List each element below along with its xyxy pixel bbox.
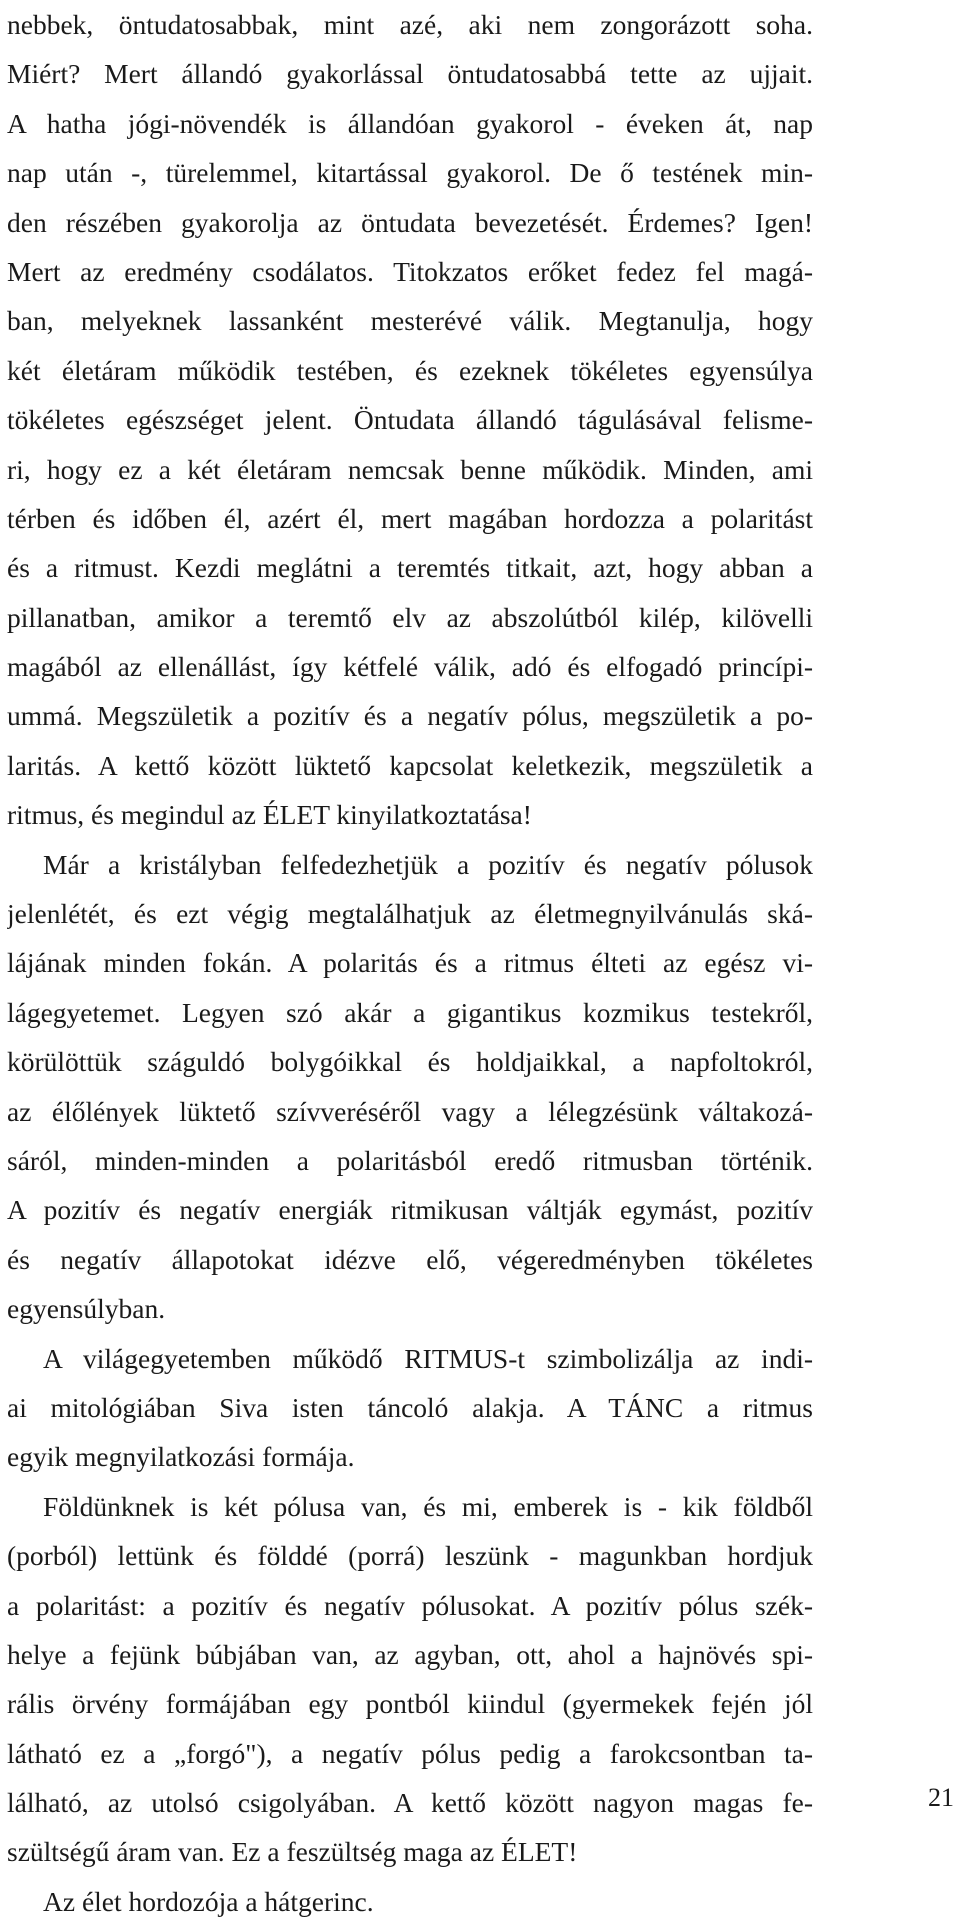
text-line: laritás. A kettő között lüktető kapcsolat keletkezik, megszületik a — [7, 749, 813, 781]
text-line: Mert az eredmény csodálatos. Titokzatos erőket fedez fel magá- — [7, 255, 813, 287]
text-line: Földünknek is két pólusa van, és mi, emberek is - kik földből — [43, 1490, 813, 1522]
text-line: térben és időben él, azért él, mert magában hordozza a polaritást — [7, 502, 813, 534]
text-line: (porból) lettünk és földdé (porrá) leszünk - magunkban hordjuk — [7, 1540, 813, 1572]
text-line: lájának minden fokán. A polaritás és a ritmus élteti az egész vi- — [7, 947, 813, 979]
text-line: ummá. Megszületik a pozitív és a negatív pólus, megszületik a po- — [7, 700, 813, 732]
text-line: szültségű áram van. Ez a feszültség maga az ÉLET! — [7, 1836, 578, 1868]
text-line: Miért? Mert állandó gyakorlással öntudatosabbá tette az ujjait. — [7, 58, 813, 90]
text-line: ri, hogy ez a két életáram nemcsak benne működik. Minden, ami — [7, 453, 813, 485]
text-line: két életáram működik testében, és ezeknek tökéletes egyensúlya — [7, 354, 813, 386]
text-line: sáról, minden-minden a polaritásból eredő ritmusban történik. — [7, 1144, 813, 1176]
text-line: nap után -, türelemmel, kitartással gyakorol. De ő testének min- — [7, 157, 813, 189]
text-line: jelenlétét, és ezt végig megtalálhatjuk az életmegnyilvánulás ská- — [7, 898, 813, 930]
text-line: az élőlények lüktető szívveréséről vagy a lélegzésünk váltakozá- — [7, 1095, 813, 1127]
text-line: egyik megnyilatkozási formája. — [7, 1441, 355, 1473]
text-line: és a ritmust. Kezdi meglátni a teremtés titkait, azt, hogy abban a — [7, 552, 813, 584]
text-line: A világegyetemben működő RITMUS-t szimbolizálja az indi- — [43, 1342, 813, 1374]
text-line: lálható, az utolsó csigolyában. A kettő között nagyon magas fe- — [7, 1787, 813, 1819]
text-line: látható ez a „forgó"), a negatív pólus pedig a farokcsontban ta- — [7, 1737, 813, 1769]
text-line: tökéletes egészséget jelent. Öntudata állandó tágulásával felisme- — [7, 404, 813, 436]
text-line: a polaritást: a pozitív és negatív pólusokat. A pozitív pólus szék- — [7, 1589, 813, 1621]
text-line: egyensúlyban. — [7, 1293, 166, 1325]
text-line: rális örvény formájában egy pontból kiindul (gyermekek fején jól — [7, 1688, 813, 1720]
text-line: pillanatban, amikor a teremtő elv az abszolútból kilép, kilövelli — [7, 601, 813, 633]
text-line: körülöttük száguldó bolygóikkal és holdjaikkal, a napfoltokról, — [7, 1046, 813, 1078]
text-line: lágegyetemet. Legyen szó akár a gigantikus kozmikus testekről, — [7, 996, 813, 1028]
text-line: magából az ellenállást, így kétfelé válik, adó és elfogadó princípi- — [7, 651, 813, 683]
text-line: den részében gyakorolja az öntudata bevezetését. Érdemes? Igen! — [7, 206, 813, 238]
text-line: A pozitív és negatív energiák ritmikusan váltják egymást, pozitív — [7, 1194, 813, 1226]
text-line: Az élet hordozója a hátgerinc. — [43, 1885, 374, 1917]
page-number: 21 — [928, 1783, 954, 1812]
text-line: és negatív állapotokat idézve elő, végeredményben tökéletes — [7, 1243, 813, 1275]
text-line: helye a fejünk búbjában van, az agyban, ott, ahol a hajnövés spi- — [7, 1638, 813, 1670]
text-line: nebbek, öntudatosabbak, mint azé, aki nem zongorázott soha. — [7, 9, 813, 40]
text-line: ritmus, és megindul az ÉLET kinyilatkoztatása! — [7, 799, 532, 831]
body-text — [7, 0, 813, 1926]
text-line: Már a kristályban felfedezhetjük a pozitív és negatív pólusok — [43, 848, 813, 880]
text-line: ban, melyeknek lassanként mesterévé válik. Megtanulja, hogy — [7, 305, 813, 337]
text-line: ai mitológiában Siva isten táncoló alakja. A TÁNC a ritmus — [7, 1391, 813, 1423]
text-line: A hatha jógi-növendék is állandóan gyakorol - éveken át, nap — [7, 107, 813, 139]
